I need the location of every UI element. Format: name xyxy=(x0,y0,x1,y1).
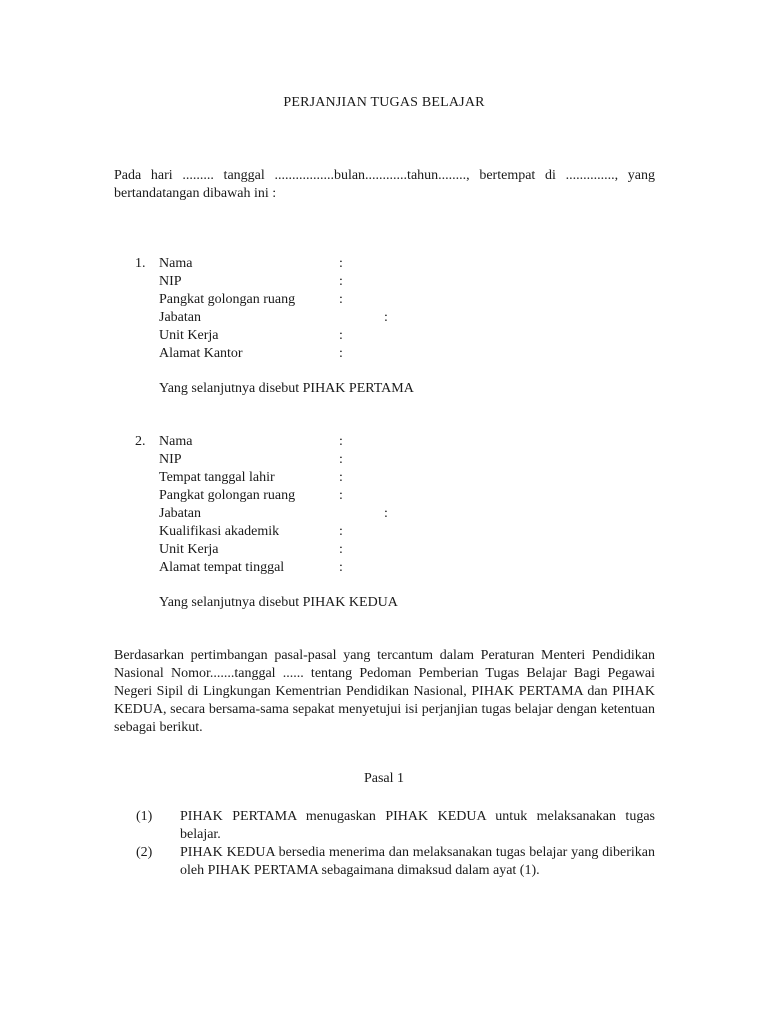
field-label: Unit Kerja xyxy=(159,542,219,557)
field-colon: : xyxy=(384,310,388,325)
field-colon: : xyxy=(339,292,343,307)
field-colon: : xyxy=(384,506,388,521)
field-row-pangkat xyxy=(114,291,655,309)
field-colon: : xyxy=(339,434,343,449)
field-row-kualifikasi xyxy=(114,523,655,541)
party-1-designation: Yang selanjutnya disebut PIHAK PERTAMA xyxy=(159,381,414,396)
field-label: Jabatan xyxy=(159,310,201,325)
field-label: Kualifikasi akademik xyxy=(159,524,280,539)
field-row-nama xyxy=(114,255,655,273)
field-colon: : xyxy=(339,542,343,557)
field-row-unit-kerja xyxy=(114,541,655,559)
field-colon: : xyxy=(339,524,343,539)
party-1-identity-list xyxy=(114,255,655,363)
field-row-unit-kerja xyxy=(114,327,655,345)
field-colon: : xyxy=(339,452,343,467)
field-row-nip xyxy=(114,451,655,469)
field-colon: : xyxy=(339,346,343,361)
field-colon: : xyxy=(339,328,343,343)
field-colon: : xyxy=(339,488,343,503)
field-row-jabatan xyxy=(114,505,655,523)
list-number: 2. xyxy=(135,434,146,449)
field-label: NIP xyxy=(159,452,182,467)
field-row-alamat-tinggal xyxy=(114,559,655,577)
field-row-jabatan xyxy=(114,309,655,327)
field-label: Jabatan xyxy=(159,506,201,521)
field-label: Pangkat golongan ruang xyxy=(159,488,296,503)
article-heading: Pasal 1 xyxy=(363,771,405,786)
field-label: Alamat Kantor xyxy=(159,346,243,361)
field-row-nip xyxy=(114,273,655,291)
field-label: Unit Kerja xyxy=(159,328,219,343)
field-label: Nama xyxy=(159,256,193,271)
list-number: 1. xyxy=(135,256,146,271)
field-label: Tempat tanggal lahir xyxy=(159,470,275,485)
party-2-designation: Yang selanjutnya disebut PIHAK KEDUA xyxy=(159,595,398,610)
basis-paragraph: Berdasarkan pertimbangan pasal-pasal yang tercantum dalam Peraturan Menteri Pendidikan Nasional Nomor.......tanggal ...... tentang Pedoman Pemberian Tugas Belajar Bagi Pegawai Negeri Sipil di Lingkungan Kementrian Pendidikan Nasional, PIHAK PERTAMA dan PIHAK KEDUA, secara bersama-sama sepakat menyetujui isi perjanjian tugas belajar dengan ketentuan sebagai berikut. xyxy=(114,648,655,735)
field-label: Nama xyxy=(159,434,193,449)
document-title: PERJANJIAN TUGAS BELAJAR xyxy=(283,95,485,110)
field-row-pangkat xyxy=(114,487,655,505)
field-colon: : xyxy=(339,560,343,575)
clause-number: (2) xyxy=(136,845,153,860)
clause-text: PIHAK KEDUA bersedia menerima dan melaksanakan tugas belajar yang diberikan oleh PIHAK PERTAMA sebagaimana dimaksud dalam ayat (1). xyxy=(180,845,655,878)
clause-number: (1) xyxy=(136,809,153,824)
field-colon: : xyxy=(339,256,343,271)
opening-paragraph: Pada hari ......... tanggal .................bulan............tahun........, bertempat di .............., yang bertandatangan dibawah ini : xyxy=(114,168,655,201)
field-row-alamat-kantor xyxy=(114,345,655,363)
field-label: Pangkat golongan ruang xyxy=(159,292,296,307)
field-colon: : xyxy=(339,470,343,485)
field-colon: : xyxy=(339,274,343,289)
party-2-identity-list xyxy=(114,433,655,577)
field-label: NIP xyxy=(159,274,182,289)
field-label: Alamat tempat tinggal xyxy=(159,560,285,575)
field-row-ttl xyxy=(114,469,655,487)
clause-text: PIHAK PERTAMA menugaskan PIHAK KEDUA untuk melaksanakan tugas belajar. xyxy=(180,809,655,842)
field-row-nama xyxy=(114,433,655,451)
